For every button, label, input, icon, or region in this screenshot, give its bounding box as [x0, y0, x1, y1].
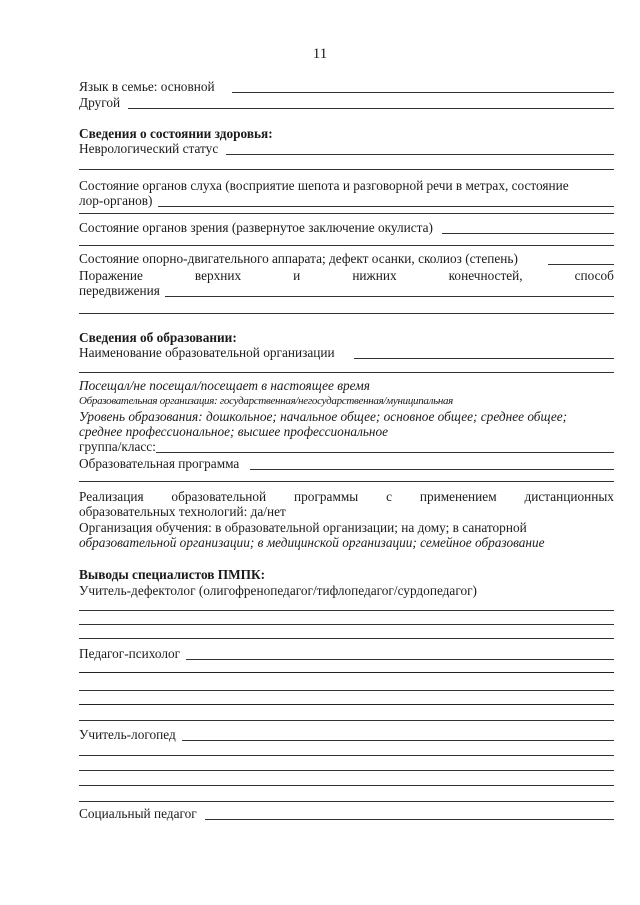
limbs-word: конечностей, [448, 268, 523, 283]
limbs-word: нижних [352, 268, 397, 283]
limbs-word: Поражение [79, 268, 143, 283]
group-class-line[interactable] [156, 452, 614, 453]
defectologist-line[interactable] [79, 638, 614, 639]
hearing-label-2: лор-органов) [79, 193, 153, 208]
distance-word: с [386, 489, 392, 504]
speech-therapist-line[interactable] [79, 801, 614, 802]
locomotor-label: Состояние опорно-двигательного аппарата; дефект осанки, сколиоз (степень) [79, 251, 518, 266]
program-line[interactable] [250, 469, 614, 470]
defectologist-line[interactable] [79, 624, 614, 625]
distance-word: дистанционных [524, 489, 614, 504]
movement-line[interactable] [165, 296, 614, 297]
page-number: 11 [312, 46, 328, 62]
speech-therapist-line[interactable] [182, 740, 614, 741]
psychologist-label: Педагог-психолог [79, 646, 181, 661]
vision-line-2[interactable] [79, 245, 614, 246]
org-name-label: Наименование образовательной организации [79, 345, 335, 360]
psychologist-line[interactable] [79, 704, 614, 705]
limbs-word: верхних [194, 268, 242, 283]
distance-word: образовательной [171, 489, 267, 504]
defectologist-line[interactable] [79, 610, 614, 611]
health-heading: Сведения о состоянии здоровья: [79, 126, 273, 141]
attendance-text: Посещал/не посещал/посещает в настоящее время [79, 378, 370, 393]
program-line-2[interactable] [79, 481, 614, 482]
org-type-text: Образовательная организация: государственная/негосударственная/муниципальная [79, 395, 453, 407]
org-name-line[interactable] [354, 358, 614, 359]
psychologist-line[interactable] [186, 659, 614, 660]
speech-therapist-line[interactable] [79, 785, 614, 786]
limbs-word: и [293, 268, 301, 283]
organization-of-learning: Организация обучения: в образовательной организации; на дому; в санаторной [79, 520, 527, 535]
family-language-line[interactable] [232, 92, 614, 93]
psychologist-line[interactable] [79, 690, 614, 691]
family-language-label: Язык в семье: основной [79, 79, 215, 94]
locomotor-line[interactable] [548, 264, 614, 265]
program-label: Образовательная программа [79, 456, 240, 471]
vision-line[interactable] [442, 233, 614, 234]
distance-word: программы [294, 489, 359, 504]
neuro-status-line-2[interactable] [79, 169, 614, 170]
other-language-label: Другой [79, 95, 121, 110]
org-name-line-2[interactable] [79, 372, 614, 373]
speech-therapist-line[interactable] [79, 770, 614, 771]
distance-row [79, 489, 614, 504]
defectologist-label: Учитель-дефектолог (олигофренопедагог/тифлопедагог/сурдопедагог) [79, 583, 477, 598]
movement-line-2[interactable] [79, 313, 614, 314]
psychologist-line[interactable] [79, 672, 614, 673]
movement-label: передвижения [79, 283, 160, 298]
hearing-label: Состояние органов слуха (восприятие шепота и разговорной речи в метрах, состояние [79, 178, 569, 193]
hearing-line[interactable] [158, 206, 614, 207]
organization-of-learning-2: образовательной организации; в медицинской организации; семейное образование [79, 535, 545, 550]
limbs-row [79, 268, 614, 283]
neuro-status-line[interactable] [226, 154, 614, 155]
limbs-word: способ [574, 268, 614, 283]
distance-label-2: образовательных технологий: да/нет [79, 504, 286, 519]
speech-therapist-label: Учитель-логопед [79, 727, 176, 742]
education-level-text: Уровень образования: дошкольное; начальное общее; основное общее; среднее общее; [79, 409, 568, 424]
education-level-text-2: среднее профессиональное; высшее профессиональное [79, 424, 389, 439]
speech-therapist-line[interactable] [79, 755, 614, 756]
conclusions-heading: Выводы специалистов ПМПК: [79, 567, 266, 582]
other-language-line[interactable] [128, 108, 614, 109]
distance-word: применением [419, 489, 497, 504]
group-class-label: группа/класс: [79, 439, 156, 454]
education-heading: Сведения об образовании: [79, 330, 237, 345]
neuro-status-label: Неврологический статус [79, 141, 219, 156]
social-pedagogue-label: Социальный педагог [79, 806, 197, 821]
vision-label: Состояние органов зрения (развернутое заключение окулиста) [79, 220, 433, 235]
social-pedagogue-line[interactable] [205, 819, 614, 820]
distance-word: Реализация [79, 489, 144, 504]
hearing-line-2[interactable] [79, 213, 614, 214]
psychologist-line[interactable] [79, 720, 614, 721]
